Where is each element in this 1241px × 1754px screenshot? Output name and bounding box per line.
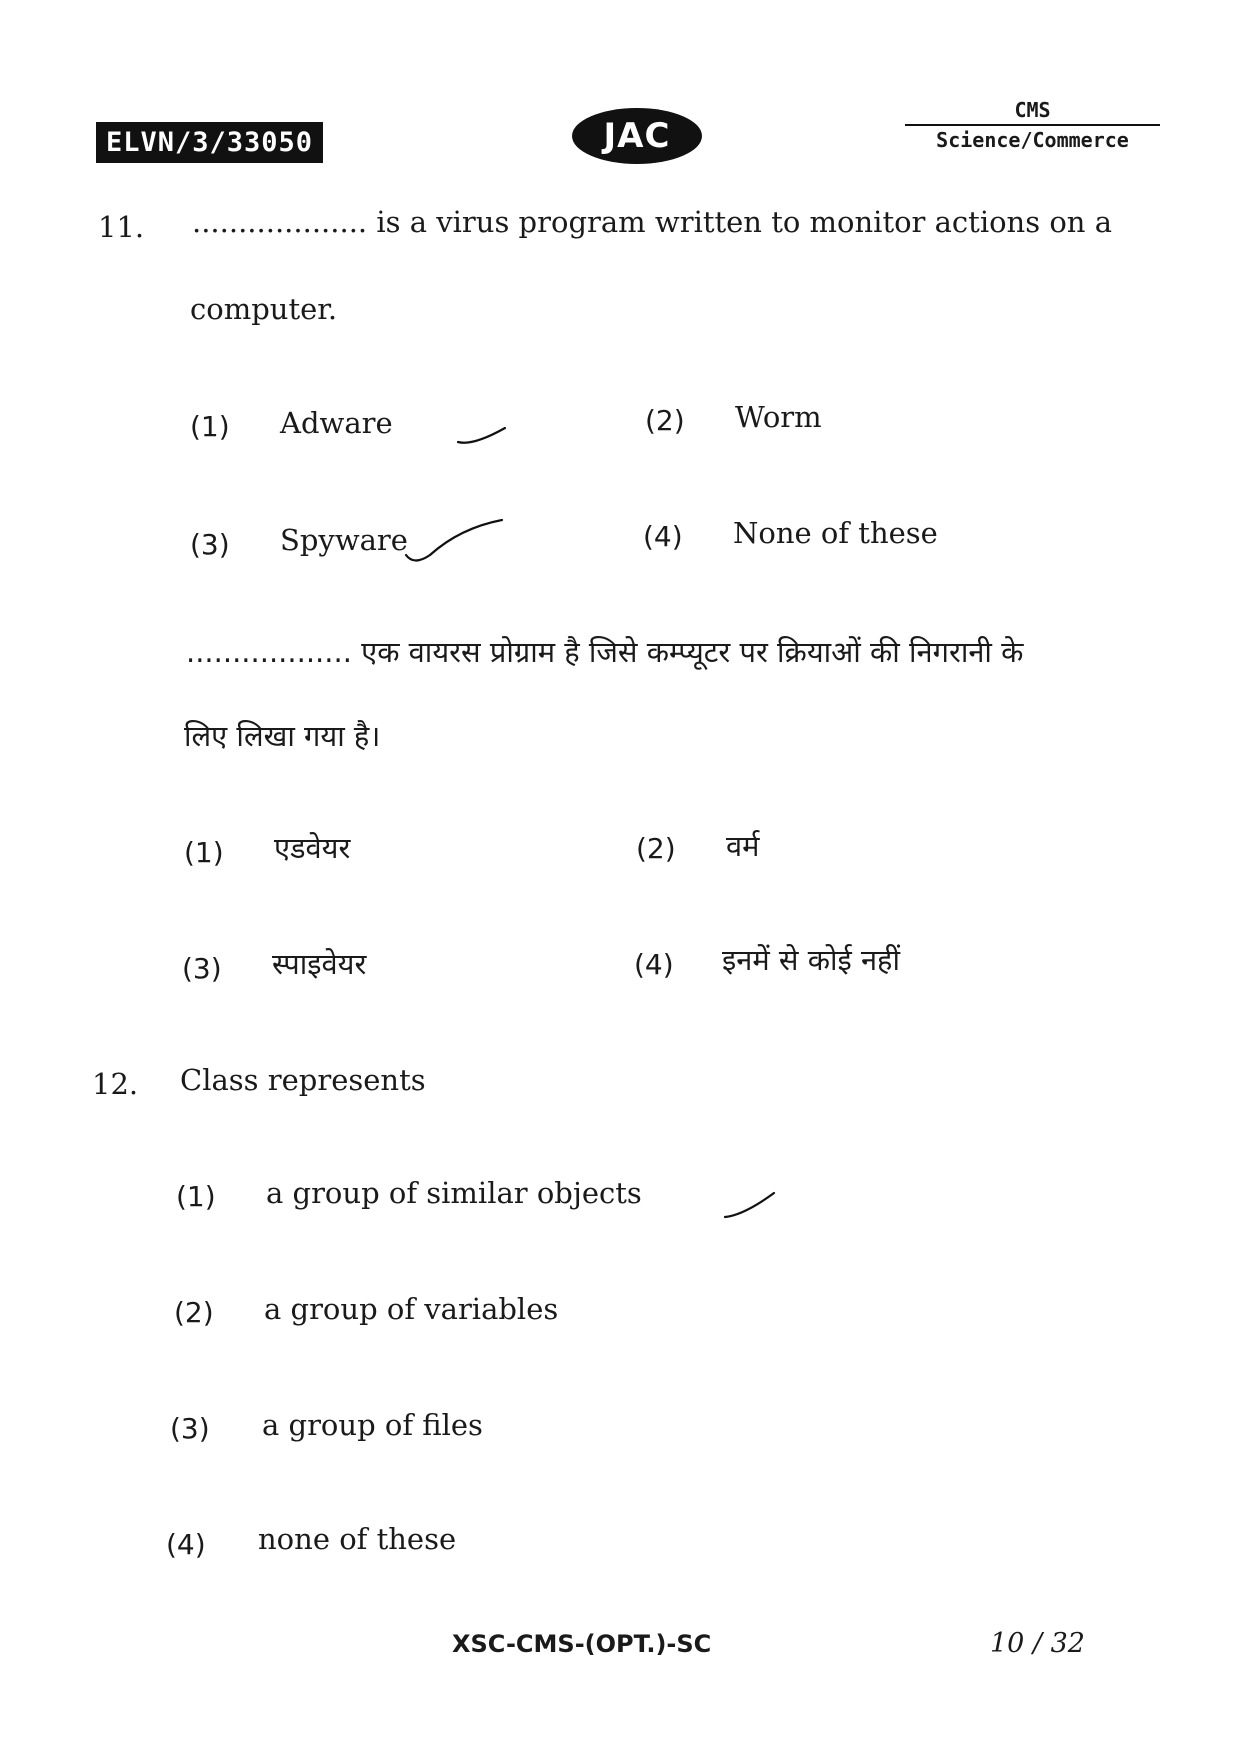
question-11-line-1	[192, 205, 1112, 239]
question-11-text: is a virus program written to monitor actions on a	[376, 205, 1112, 239]
subject-label: CMS	[905, 98, 1160, 126]
q11-option-4-text: None of these	[733, 516, 938, 550]
q11-hindi-option-1-text: एडवेयर	[274, 831, 351, 865]
q11-option-3-text: Spyware	[280, 523, 408, 557]
q11-hindi-option-3-text: स्पाइवेयर	[272, 947, 367, 981]
jac-logo: JAC	[572, 108, 702, 164]
q11-option-2-text: Worm	[735, 400, 822, 434]
q11-hindi-option-4-num: (4)	[634, 948, 674, 981]
q12-option-4-num: (4)	[166, 1528, 206, 1561]
question-number-12: 12.	[92, 1067, 139, 1101]
question-11-line-2: computer.	[190, 292, 338, 326]
question-11-hindi-text: एक वायरस प्रोग्राम है जिसे कम्प्यूटर पर क्रियाओं की निगरानी के	[361, 635, 1024, 669]
question-11-hindi-line-1	[186, 632, 1023, 671]
q11-hindi-option-2-num: (2)	[636, 832, 676, 865]
footer-paper-code: XSC-CMS-(OPT.)-SC	[452, 1630, 712, 1658]
stream-label: Science/Commerce	[936, 128, 1129, 152]
question-11-hindi-line-2: लिए लिखा गया है।	[184, 719, 381, 753]
q12-option-2-num: (2)	[174, 1296, 214, 1329]
q11-option-4-num: (4)	[643, 520, 683, 553]
question-12-text: Class represents	[180, 1063, 426, 1097]
q12-option-3-num: (3)	[170, 1412, 210, 1445]
question-number-11: 11.	[98, 210, 145, 244]
q11-hindi-option-4-text: इनमें से कोई नहीं	[722, 943, 900, 977]
q11-option-1-text: Adware	[280, 406, 393, 440]
handwritten-tick-mark	[722, 1185, 782, 1225]
q12-option-3-text: a group of files	[262, 1408, 483, 1442]
q12-option-2-text: a group of variables	[264, 1292, 559, 1326]
q12-option-4-text: none of these	[258, 1522, 457, 1556]
handwritten-tick-mark	[455, 420, 515, 450]
q11-option-2-num: (2)	[645, 404, 685, 437]
q12-option-1-text: a group of similar objects	[266, 1176, 642, 1210]
answer-blank: ...................	[192, 205, 368, 239]
page-number: 10 / 32	[990, 1628, 1085, 1659]
paper-code-badge: ELVN/3/33050	[96, 122, 323, 163]
q11-hindi-option-1-num: (1)	[184, 836, 224, 869]
q11-hindi-option-3-num: (3)	[182, 952, 222, 985]
q11-option-3-num: (3)	[190, 528, 230, 561]
q11-hindi-option-2-text: वर्म	[726, 829, 760, 863]
handwritten-tick-mark	[400, 510, 510, 570]
subject-stream-box	[905, 98, 1160, 152]
q12-option-1-num: (1)	[176, 1180, 216, 1213]
answer-blank-hindi: ..................	[186, 635, 352, 669]
q11-option-1-num: (1)	[190, 410, 230, 443]
